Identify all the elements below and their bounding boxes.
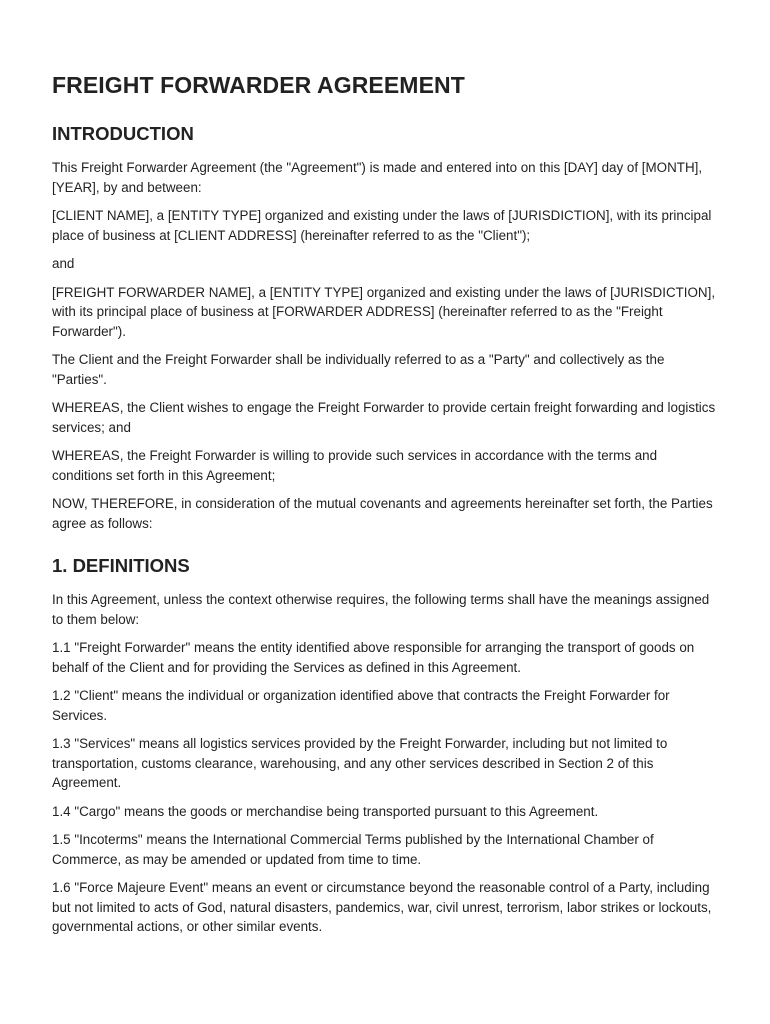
document-title: FREIGHT FORWARDER AGREEMENT xyxy=(52,72,465,98)
intro-paragraph: This Freight Forwarder Agreement (the "Agreement") is made and entered into on this [DAY] day of [MONTH], [YEAR], by and between: xyxy=(52,160,703,195)
intro-paragraph: The Client and the Freight Forwarder shall be individually referred to as a "Party" and collectively as the "Parties". xyxy=(52,352,665,387)
definitions-paragraph: In this Agreement, unless the context otherwise requires, the following terms shall have the meanings assigned to them below: xyxy=(52,592,710,627)
introduction-heading: INTRODUCTION xyxy=(52,123,194,144)
definition-item: 1.1 "Freight Forwarder" means the entity identified above responsible for arranging the transport of goods on behalf of the Client and for providing the Services as defined in this Agreement. xyxy=(52,640,695,675)
definition-item: 1.6 "Force Majeure Event" means an event or circumstance beyond the reasonable control of a Party, including but not limited to acts of God, natural disasters, pandemics, war, civil unrest, terrorism, labor strikes or lockouts, governmental actions, or other similar events. xyxy=(52,880,712,934)
definition-item: 1.5 "Incoterms" means the International Commercial Terms published by the International Chamber of Commerce, as may be amended or updated from time to time. xyxy=(52,832,654,867)
intro-paragraph: WHEREAS, the Freight Forwarder is willing to provide such services in accordance with the terms and conditions set forth in this Agreement; xyxy=(52,448,658,483)
intro-paragraph: [CLIENT NAME], a [ENTITY TYPE] organized and existing under the laws of [JURISDICTION], with its principal place of business at [CLIENT ADDRESS] (hereinafter referred to as the "Client"); xyxy=(52,208,712,243)
intro-paragraph: [FREIGHT FORWARDER NAME], a [ENTITY TYPE] organized and existing under the laws of [JURISDICTION], with its principal place of business at [FORWARDER ADDRESS] (hereinafter referred to as the "Freight Forwarder"). xyxy=(52,284,716,339)
definitions-section xyxy=(52,590,718,937)
definition-item: 1.3 "Services" means all logistics services provided by the Freight Forwarder, including but not limited to transportation, customs clearance, warehousing, and any other services described in Section 2 of this Agreement. xyxy=(52,736,668,790)
definition-item: 1.2 "Client" means the individual or organization identified above that contracts the Freight Forwarder for Services. xyxy=(52,688,670,723)
intro-paragraph: WHEREAS, the Client wishes to engage the Freight Forwarder to provide certain freight forwarding and logistics services; and xyxy=(52,400,716,435)
introduction-section xyxy=(52,158,718,533)
intro-paragraph: NOW, THEREFORE, in consideration of the mutual covenants and agreements hereinafter set forth, the Parties agree as follows: xyxy=(52,496,713,531)
definitions-heading: 1. DEFINITIONS xyxy=(52,555,190,576)
definition-item: 1.4 "Cargo" means the goods or merchandise being transported pursuant to this Agreement. xyxy=(52,803,599,819)
intro-paragraph: and xyxy=(52,256,75,271)
